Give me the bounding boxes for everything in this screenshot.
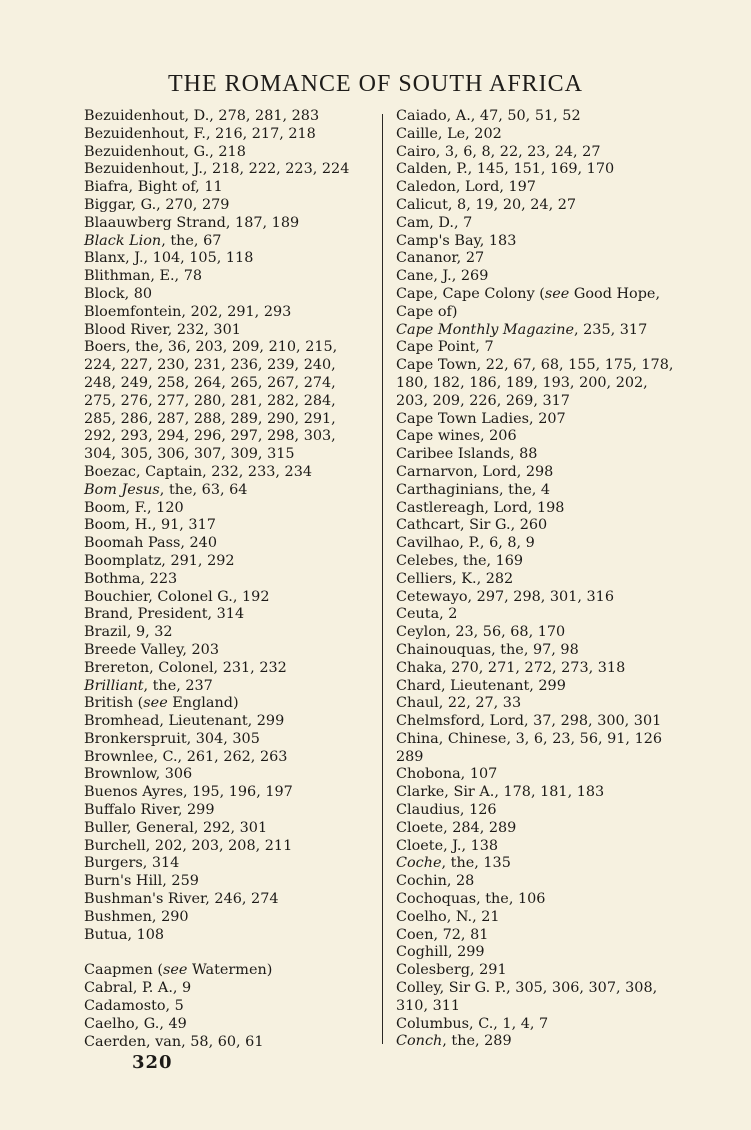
entry-text: Breede Valley, 203 [84,641,219,658]
entry-text: Colley, Sir G. P., 305, 306, 307, 308, [396,980,658,997]
index-entry [396,126,696,144]
index-entry [84,820,380,838]
index-entry [396,215,696,233]
entry-text: Block, 80 [84,285,153,302]
index-entry [84,144,380,162]
entry-text: Buller, General, 292, 301 [84,819,268,836]
index-entry [396,713,696,731]
entry-continuation: 203, 209, 226, 269, 317 [396,392,570,409]
index-entry [84,624,380,642]
index-entry [396,482,696,500]
entry-text: Camp's Bay, 183 [396,232,517,249]
index-entry [396,766,696,784]
entry-text: Bothma, 223 [84,570,178,587]
entry-text: Cavilhao, P., 6, 8, 9 [396,535,535,552]
entry-text: Bezuidenhout, D., 278, 281, 283 [84,108,320,124]
index-entry [396,802,696,820]
index-entry [396,339,696,357]
entry-text: Colesberg, 291 [396,962,507,979]
entry-text: Burn's Hill, 259 [84,873,199,890]
entry-italic-see: see [544,285,570,302]
entry-continuation: 275, 276, 277, 280, 281, 282, 284, [84,392,336,409]
entry-continuation: 289 [396,748,424,765]
index-entry [396,179,696,197]
entry-italic-title: Conch [396,1033,443,1050]
entry-text: Celliers, K., 282 [396,570,514,587]
entry-text: Boom, F., 120 [84,499,184,516]
entry-italic-title: Coche [396,855,442,872]
column-divider [382,114,383,1044]
entry-text: Burchell, 202, 203, 208, 211 [84,837,293,854]
index-entry [396,980,696,1016]
entry-text: Coghill, 299 [396,944,485,961]
index-entry [84,161,380,179]
index-entry [396,250,696,268]
entry-text: Caledon, Lord, 197 [396,179,536,196]
entry-text: Chobona, 107 [396,766,498,783]
entry-text: Carnarvon, Lord, 298 [396,463,554,480]
entry-text: Blanx, J., 104, 105, 118 [84,250,254,267]
entry-italic-see: see [163,962,188,979]
index-entry [396,838,696,856]
entry-text: Blaauwberg Strand, 187, 189 [84,214,300,231]
entry-text: Burgers, 314 [84,855,180,872]
index-entry [84,891,380,909]
index-entry [84,233,380,251]
index-entry [396,553,696,571]
entry-text: Biafra, Bight of, 11 [84,179,223,196]
entry-text: Cochin, 28 [396,873,475,890]
index-entry [396,962,696,980]
entry-text: Chelmsford, Lord, 37, 298, 300, 301 [396,713,662,730]
entry-text: Bezuidenhout, F., 216, 217, 218 [84,125,316,142]
entry-continuation: 292, 293, 294, 296, 297, 298, 303, [84,428,336,445]
entry-text: Bezuidenhout, J., 218, 222, 223, 224 [84,161,350,178]
entry-italic-title: Bom Jesus [84,481,160,498]
entry-text: Cananor, 27 [396,250,485,267]
entry-text: , the, 63, 64 [159,481,248,498]
entry-text: Boezac, Captain, 232, 233, 234 [84,463,313,480]
entry-text: Chainouquas, the, 97, 98 [396,641,579,658]
entry-text: Cadamosto, 5 [84,998,184,1015]
index-entry [396,944,696,962]
index-entry [396,161,696,179]
entry-text: Biggar, G., 270, 279 [84,196,230,213]
index-entry [396,606,696,624]
index-entry [84,784,380,802]
index-entry [84,962,380,980]
index-entry [396,695,696,713]
entry-text: Bronkerspruit, 304, 305 [84,730,260,747]
entry-text: Brownlow, 306 [84,766,193,783]
entry-text: Chaul, 22, 27, 33 [396,695,522,712]
entry-italic-see: see [143,695,168,712]
entry-text: Cetewayo, 297, 298, 301, 316 [396,588,614,605]
index-entry [84,535,380,553]
entry-text: Boers, the, 36, 203, 209, 210, 215, [84,339,338,356]
entry-text: Coelho, N., 21 [396,908,500,925]
entry-text: Columbus, C., 1, 4, 7 [396,1015,549,1032]
entry-text: Carthaginians, the, 4 [396,481,551,498]
index-entry [84,517,380,535]
entry-text: Chard, Lieutenant, 299 [396,677,566,694]
entry-text: Calicut, 8, 19, 20, 24, 27 [396,196,577,213]
index-column-left [84,108,380,1051]
index-entry [84,766,380,784]
index-entry [84,980,380,998]
entry-text: , the, 289 [442,1033,512,1050]
index-entry [396,571,696,589]
entry-text: Blithman, E., 78 [84,268,203,285]
entry-continuation: 180, 182, 186, 189, 193, 200, 202, [396,374,648,391]
index-entry [396,446,696,464]
index-entry [396,642,696,660]
index-entry [84,695,380,713]
index-entry [396,731,696,767]
index-entry [84,571,380,589]
index-entry [396,624,696,642]
index-entry [84,304,380,322]
entry-continuation: 304, 305, 306, 307, 309, 315 [84,446,295,463]
entry-text: Brereton, Colonel, 231, 232 [84,659,287,676]
entry-text: Caapmen ( [84,962,164,979]
entry-continuation: Cape of) [396,303,458,320]
entry-text: China, Chinese, 3, 6, 23, 56, 91, 126 [396,730,663,747]
index-entry [396,1016,696,1034]
entry-continuation: 285, 286, 287, 288, 289, 290, 291, [84,410,336,427]
entry-text: , the, 67 [161,232,222,249]
index-entry [396,286,696,322]
index-entry [396,233,696,251]
entry-text: Boomplatz, 291, 292 [84,552,235,569]
entry-text: Boom, H., 91, 317 [84,517,216,534]
index-entry [84,500,380,518]
index-entry [84,802,380,820]
index-entry [84,749,380,767]
index-entry [84,464,380,482]
running-head: THE ROMANCE OF SOUTH AFRICA [167,71,584,97]
entry-text: Ceuta, 2 [396,606,458,623]
entry-text: Caelho, G., 49 [84,1015,187,1032]
entry-text: Cape Town Ladies, 207 [396,410,566,427]
index-entry [84,731,380,749]
entry-text: Blood River, 232, 301 [84,321,241,338]
index-entry [396,535,696,553]
index-entry [396,197,696,215]
entry-text: Cam, D., 7 [396,214,473,231]
entry-text: Caille, Le, 202 [396,125,502,142]
index-entry [84,126,380,144]
entry-text: Brazil, 9, 32 [84,624,173,641]
entry-text: Buenos Ayres, 195, 196, 197 [84,784,293,801]
entry-text: , 235, 317 [574,321,648,338]
index-entry [84,1016,380,1034]
index-entry [396,784,696,802]
index-entry [84,927,380,945]
entry-text: Claudius, 126 [396,802,497,819]
index-entry [84,998,380,1016]
index-entry [84,855,380,873]
index-entry [84,660,380,678]
page-number: 320 [132,1052,173,1073]
entry-italic-title: Cape Monthly Magazine [396,321,574,338]
entry-text: Watermen) [187,962,273,979]
index-entry [396,678,696,696]
index-entry [84,250,380,268]
index-entry [84,713,380,731]
entry-text: Cloete, J., 138 [396,837,499,854]
index-entry [396,820,696,838]
entry-text: Brand, President, 314 [84,606,245,623]
entry-continuation: 248, 249, 258, 264, 265, 267, 274, [84,374,336,391]
entry-text: Cane, J., 269 [396,268,489,285]
index-entry [84,339,380,464]
entry-text: Cape Town, 22, 67, 68, 155, 175, 178, [396,357,674,374]
entry-text: Cairo, 3, 6, 8, 22, 23, 24, 27 [396,143,601,160]
index-entry [84,1034,380,1052]
index-entry [84,873,380,891]
index-entry [84,909,380,927]
entry-text: Cape, Cape Colony ( [396,285,545,302]
entry-text: Celebes, the, 169 [396,552,524,569]
index-column-right [396,108,696,1051]
entry-text: Butua, 108 [84,926,165,943]
index-entry [84,197,380,215]
index-entry [84,606,380,624]
index-entry [396,927,696,945]
entry-italic-title: Brilliant [84,677,144,694]
entry-text: Bromhead, Lieutenant, 299 [84,713,285,730]
entry-text: Chaka, 270, 271, 272, 273, 318 [396,659,626,676]
index-entry [84,482,380,500]
entry-text: Cape wines, 206 [396,428,517,445]
entry-text: Good Hope, [569,285,661,302]
index-entry [396,891,696,909]
index-entry [396,108,696,126]
index-entry [396,411,696,429]
entry-text: Cabral, P. A., 9 [84,980,192,997]
entry-text: Cochoquas, the, 106 [396,891,546,908]
index-entry [84,179,380,197]
entry-text: Cape Point, 7 [396,339,494,356]
entry-text: Caribee Islands, 88 [396,446,538,463]
entry-text: Castlereagh, Lord, 198 [396,499,565,516]
index-entry [396,909,696,927]
index-entry [396,268,696,286]
entry-text: Coen, 72, 81 [396,926,489,943]
index-entry [84,286,380,304]
entry-text: British ( [84,695,144,712]
entry-continuation: 224, 227, 230, 231, 236, 239, 240, [84,357,336,374]
index-entry [84,322,380,340]
entry-text: Cathcart, Sir G., 260 [396,517,548,534]
entry-text: Bezuidenhout, G., 218 [84,143,246,160]
entry-text: , the, 237 [143,677,213,694]
index-entry [84,215,380,233]
section-gap [84,944,380,962]
entry-continuation: 310, 311 [396,997,461,1014]
entry-text: Brownlee, C., 261, 262, 263 [84,748,288,765]
entry-text: Calden, P., 145, 151, 169, 170 [396,161,615,178]
index-entry [396,357,696,410]
index-entry [396,1033,696,1051]
entry-text: Bushman's River, 246, 274 [84,891,279,908]
index-entry [396,428,696,446]
entry-text: Bouchier, Colonel G., 192 [84,588,270,605]
index-entry [396,589,696,607]
entry-text: Bloemfontein, 202, 291, 293 [84,303,292,320]
entry-text: Buffalo River, 299 [84,802,215,819]
index-entry [84,589,380,607]
entry-text: Caiado, A., 47, 50, 51, 52 [396,108,581,124]
entry-text: Clarke, Sir A., 178, 181, 183 [396,784,605,801]
entry-text: Ceylon, 23, 56, 68, 170 [396,624,566,641]
index-entry [84,678,380,696]
index-entry [396,144,696,162]
entry-text: Bushmen, 290 [84,908,189,925]
entry-text: Boomah Pass, 240 [84,535,217,552]
entry-text: , the, 135 [441,855,511,872]
index-entry [396,855,696,873]
index-entry [396,660,696,678]
index-entry [84,108,380,126]
index-entry [396,322,696,340]
entry-text: Caerden, van, 58, 60, 61 [84,1033,264,1050]
index-entry [84,553,380,571]
index-entry [396,517,696,535]
index-entry [84,642,380,660]
index-entry [84,268,380,286]
index-entry [396,500,696,518]
entry-text: Cloete, 284, 289 [396,819,517,836]
index-entry [396,464,696,482]
index-entry [396,873,696,891]
index-entry [84,838,380,856]
entry-text: England) [167,695,239,712]
entry-italic-title: Black Lion [84,232,162,249]
